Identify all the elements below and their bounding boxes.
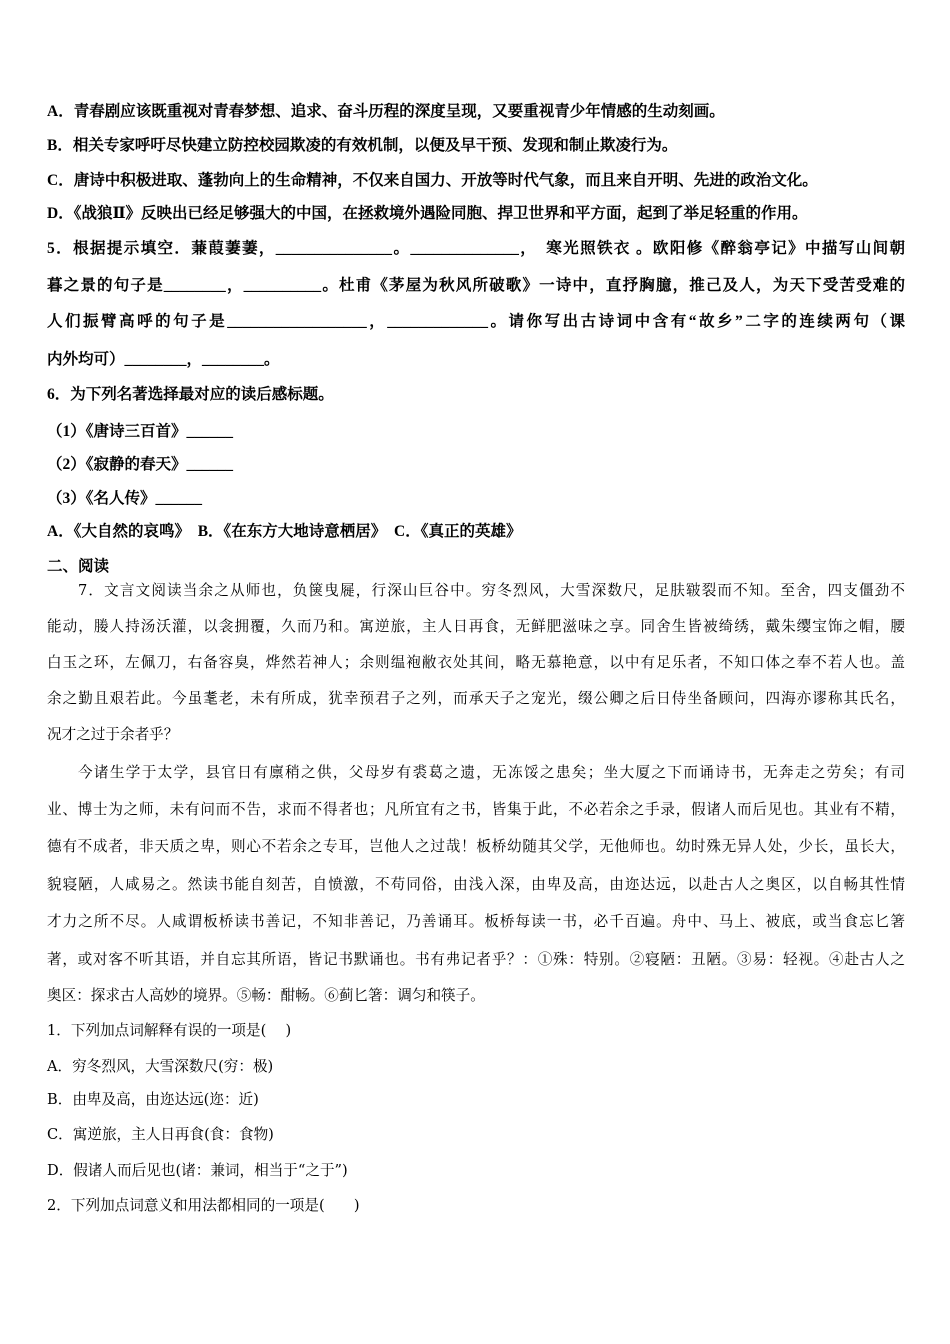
passage-line: 能动，媵人持汤沃灌，以衾拥覆，久而乃和。寓逆旅，主人日再食，无鲜肥滋味之享。同舍生皆被绮绣，戴朱缨宝饰之帽，腰 [47, 618, 905, 635]
q6-item: （3）《名人传》______ [47, 490, 203, 507]
option-b: B．相关专家呼吁尽快建立防控校园欺凌的有效机制，以便及早干预、发现和制止欺凌行为。 [47, 137, 678, 154]
passage-line: 才力之所不尽。人咸谓板桥读书善记，不知非善记，乃善诵耳。板桥每读一书，必千百遍。舟中、马上、被底，或当食忘匕箸 [47, 913, 905, 930]
question-1-option: A．穷冬烈风，大雪深数尺(穷：极) [47, 1058, 274, 1075]
question-1-option: B．由卑及高，由迩达远(迩：近) [47, 1091, 259, 1108]
passage-line: 貌寝陋，人咸易之。然读书能自刻苦，自愤激，不苟同俗，由浅入深，由卑及高，由迩达远，以赴古人之奥区，以自畅其性情 [47, 876, 905, 893]
q5-line: 5．根据提示填空．蒹葭萋萋，_______________。______________， 寒光照铁衣 。欧阳修《醉翁亭记》中描写山间朝 [47, 240, 905, 257]
option-a: A．青春剧应该既重视对青春梦想、追求、奋斗历程的深度呈现，又要重视青少年情感的生动刻画。 [47, 103, 725, 120]
passage-line: 今诸生学于太学，县官日有廪稍之供，父母岁有裘葛之遗，无冻馁之患矣；坐大厦之下而诵诗书，无奔走之劳矣；有司 [78, 764, 905, 781]
question-1-option: D．假诸人而后见也(诸：兼词，相当于“之于”) [47, 1162, 348, 1179]
passage-line: 业、博士为之师，未有问而不告，求而不得者也；凡所宜有之书，皆集于此，不必若余之手录，假诸人而后见也。其业有不精， [47, 801, 905, 818]
q5-line: 暮之景的句子是________，__________。杜甫《茅屋为秋风所破歌》一诗中，直抒胸臆，推己及人，为天下受苦受难的 [47, 277, 905, 294]
q6-stem: 6．为下列名著选择最对应的读后感标题。 [47, 386, 334, 403]
passage-line: 著，或对客不听其语，并自忘其所语，皆记书默诵也。书有弗记者乎？：①殊：特别。②寝陋：丑陋。③易：轻视。④赴古人之 [47, 951, 905, 968]
option-c: C．唐诗中积极进取、蓬勃向上的生命精神，不仅来自国力、开放等时代气象，而且来自开明、先进的政治文化。 [47, 172, 818, 189]
passage-line: 奥区：探求古人高妙的境界。⑤畅：酣畅。⑥蓟匕箸：调匀和筷子。 [47, 987, 485, 1004]
q6-item: （2）《寂静的春天》______ [47, 456, 234, 473]
passage-line: 况才之过于余者乎？ [47, 726, 179, 743]
option-d: D．《战狼Ⅱ》反映出已经足够强大的中国，在拯救境外遇险同胞、捍卫世界和平方面，起到了举足轻重的作用。 [47, 205, 808, 222]
q5-line: 人们振臂高呼的句子是__________________，_____________。请你写出古诗词中含有“故乡”二字的连续两句（课 [47, 313, 905, 330]
question-2: 2．下列加点词意义和用法都相同的一项是( ) [47, 1197, 360, 1214]
section-title: 二、阅读 [47, 558, 110, 575]
passage-line: 余之勤且艰若此。今虽耄老，未有所成，犹幸预君子之列，而承天子之宠光，缀公卿之后日侍坐备顾问，四海亦谬称其氏名， [47, 690, 905, 707]
q6-item: （1）《唐诗三百首》______ [47, 423, 234, 440]
passage-line: 白玉之环，左佩刀，右备容臭，烨然若神人；余则缊袍敝衣处其间，略无慕艳意，以中有足乐者，不知口体之奉不若人也。盖 [47, 654, 905, 671]
passage-line: 7．文言文阅读当余之从师也，负箧曳屣，行深山巨谷中。穷冬烈风，大雪深数尺，足肤皲裂而不知。至舍，四支僵劲不 [78, 582, 905, 599]
q5-line: 内外均可）________，________。 [47, 351, 280, 368]
question-1-option: C．寓逆旅，主人日再食(食：食物) [47, 1126, 274, 1143]
q6-choices: A．《大自然的哀鸣》 B．《在东方大地诗意栖居》 C．《真正的英雄》 [47, 523, 522, 540]
passage-line: 德有不成者，非天质之卑，则心不若余之专耳，岂他人之过哉！板桥幼随其父学，无他师也。幼时殊无异人处，少长，虽长大， [47, 838, 905, 855]
question-1: 1．下列加点词解释有误的一项是( ) [47, 1022, 292, 1039]
